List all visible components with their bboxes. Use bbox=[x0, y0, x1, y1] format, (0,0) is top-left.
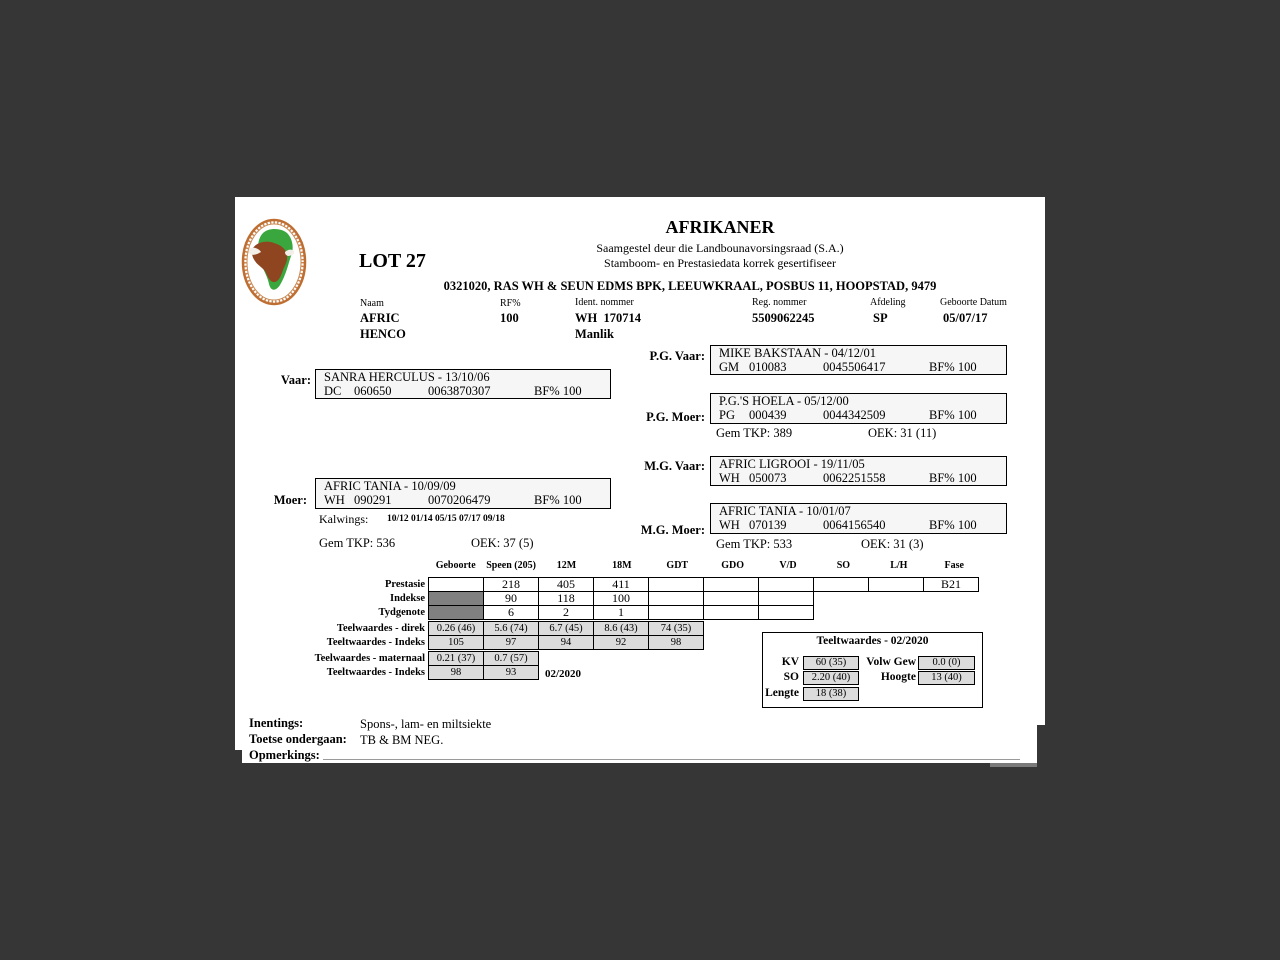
table-row-tw-direk bbox=[428, 621, 704, 636]
document-page bbox=[235, 197, 1045, 763]
table-cell: 411 bbox=[593, 577, 649, 592]
table-cell: 6.7 (45) bbox=[538, 621, 594, 636]
mg-vaar-label: M.G. Vaar: bbox=[644, 459, 705, 473]
table-cell bbox=[648, 605, 704, 620]
table-cell bbox=[428, 577, 484, 592]
vaar-reg-no: 0063870307 bbox=[428, 384, 491, 398]
mg-vaar-stud-no: 050073 bbox=[749, 471, 787, 485]
table-cell: 2 bbox=[538, 605, 594, 620]
table-row-tw-indeks1 bbox=[428, 635, 704, 650]
toetse-value: TB & BM NEG. bbox=[360, 733, 444, 747]
table-cell: 218 bbox=[483, 577, 539, 592]
table-cell: 90 bbox=[483, 591, 539, 606]
ident-value: WH 170714 bbox=[575, 311, 641, 325]
table-cell bbox=[868, 577, 924, 592]
pg-moer-label: P.G. Moer: bbox=[646, 410, 705, 424]
kalwings-label: Kalwings: bbox=[319, 512, 369, 526]
vaar-bf: BF% 100 bbox=[534, 384, 582, 398]
mg-moer-gem-tkp: Gem TKP: 533 bbox=[716, 537, 793, 551]
col-gdo: GDO bbox=[721, 560, 745, 571]
table-cell: 92 bbox=[593, 635, 649, 650]
pg-moer-reg-no: 0044342509 bbox=[823, 408, 886, 422]
table-cell bbox=[758, 577, 814, 592]
kalwings-dates: 10/12 01/14 05/15 07/17 09/18 bbox=[387, 514, 505, 524]
mg-vaar-prefix: WH bbox=[719, 471, 740, 485]
table-cell bbox=[813, 577, 869, 592]
breeder-address: 0321020, RAS WH & SEUN EDMS BPK, LEEUWKRAAL, POSBUS 11, HOOPSTAD, 9479 bbox=[443, 279, 937, 293]
moer-stud-no: 090291 bbox=[354, 493, 392, 507]
header-subtitle-1: Saamgestel deur die Landbounavorsingsraad (S.A.) bbox=[596, 241, 844, 255]
row-label-prestasie: Prestasie bbox=[384, 579, 425, 590]
vaar-name: SANRA HERCULUS - 13/10/06 bbox=[324, 370, 490, 384]
pg-vaar-prefix: GM bbox=[719, 360, 740, 374]
table-cell: 105 bbox=[428, 635, 484, 650]
pg-vaar-box bbox=[710, 345, 1007, 375]
table-row-tw-maternaal bbox=[428, 651, 539, 666]
table-cell: 93 bbox=[483, 665, 539, 680]
kv-value: 60 (35) bbox=[803, 656, 859, 670]
performance-table-header bbox=[428, 560, 982, 571]
table-cell bbox=[648, 591, 704, 606]
teelwaardes-box bbox=[762, 632, 983, 708]
breed-logo-icon bbox=[241, 218, 307, 306]
table-cell: 0.7 (57) bbox=[483, 651, 539, 666]
row-label-tw-direk: Teelwaardes - direk bbox=[336, 623, 425, 634]
vaar-stud-no: 060650 bbox=[354, 384, 392, 398]
moer-bf: BF% 100 bbox=[534, 493, 582, 507]
pg-vaar-stud-no: 010083 bbox=[749, 360, 787, 374]
moer-gem-tkp: Gem TKP: 536 bbox=[319, 536, 396, 550]
hoogte-value: 13 (40) bbox=[918, 671, 975, 685]
pg-moer-bf: BF% 100 bbox=[929, 408, 977, 422]
afdeling-label: Afdeling bbox=[870, 297, 906, 308]
mg-vaar-box bbox=[710, 456, 1007, 486]
teelwaardes-date-note: 02/2020 bbox=[545, 668, 582, 680]
mg-moer-bf: BF% 100 bbox=[929, 518, 977, 532]
so-value: 2.20 (40) bbox=[803, 671, 859, 685]
pg-vaar-reg-no: 0045506417 bbox=[823, 360, 886, 374]
hoogte-label: Hoogte bbox=[880, 671, 916, 683]
moer-box bbox=[315, 478, 611, 509]
pg-moer-oek: OEK: 31 (11) bbox=[868, 426, 937, 440]
col-geboorte: Geboorte bbox=[435, 560, 476, 571]
pg-moer-box bbox=[710, 393, 1007, 424]
mg-moer-oek: OEK: 31 (3) bbox=[861, 537, 924, 551]
pg-moer-prefix: PG bbox=[719, 408, 735, 422]
lengte-value: 18 (38) bbox=[803, 687, 859, 701]
scrollbar-fragment[interactable] bbox=[990, 763, 1037, 767]
col-lh: L/H bbox=[890, 560, 908, 571]
table-cell: 97 bbox=[483, 635, 539, 650]
lengte-label: Lengte bbox=[765, 687, 799, 699]
col-12m: 12M bbox=[556, 560, 577, 571]
mg-vaar-name: AFRIC LIGROOI - 19/11/05 bbox=[719, 457, 865, 471]
mg-moer-label: M.G. Moer: bbox=[640, 523, 705, 537]
col-so: SO bbox=[836, 560, 851, 571]
table-cell: 98 bbox=[648, 635, 704, 650]
table-cell: 8.6 (43) bbox=[593, 621, 649, 636]
opmerkings-rule-line bbox=[323, 759, 1020, 760]
row-label-tydgenote: Tydgenote bbox=[378, 607, 425, 618]
pg-moer-name: P.G.'S HOELA - 05/12/00 bbox=[719, 394, 849, 408]
col-speen: Speen (205) bbox=[486, 560, 536, 571]
geboorte-datum-label: Geboorte Datum bbox=[940, 297, 1007, 308]
sex-value: Manlik bbox=[575, 327, 614, 341]
table-cell: 74 (35) bbox=[648, 621, 704, 636]
moer-label: Moer: bbox=[273, 493, 307, 507]
row-label-indekse: Indekse bbox=[389, 593, 425, 604]
ident-label: Ident. nommer bbox=[575, 297, 634, 308]
vaar-box bbox=[315, 369, 611, 399]
table-cell: 405 bbox=[538, 577, 594, 592]
table-cell: 100 bbox=[593, 591, 649, 606]
opmerkings-label: Opmerkings: bbox=[249, 748, 320, 762]
reg-value: 5509062245 bbox=[752, 311, 815, 325]
volw-gew-label: Volw Gew bbox=[866, 656, 916, 668]
mg-moer-stud-no: 070139 bbox=[749, 518, 787, 532]
page-clip-bottom-left bbox=[235, 750, 242, 763]
inentings-label: Inentings: bbox=[249, 716, 304, 730]
teelwaardes-box-title: Teeltwaardes - 02/2020 bbox=[816, 635, 929, 647]
pg-moer-stud-no: 000439 bbox=[749, 408, 787, 422]
table-row-tydgenote bbox=[428, 605, 814, 620]
table-cell bbox=[758, 605, 814, 620]
animal-name-line2: HENCO bbox=[360, 327, 406, 341]
reg-label: Reg. nommer bbox=[752, 297, 807, 308]
col-gdt: GDT bbox=[666, 560, 689, 571]
volw-gew-value: 0.0 (0) bbox=[918, 656, 975, 670]
mg-vaar-reg-no: 0062251558 bbox=[823, 471, 886, 485]
pg-moer-gem-tkp: Gem TKP: 389 bbox=[716, 426, 793, 440]
pg-vaar-name: MIKE BAKSTAAN - 04/12/01 bbox=[719, 346, 876, 360]
table-cell: 6 bbox=[483, 605, 539, 620]
table-cell bbox=[703, 591, 759, 606]
table-cell bbox=[428, 591, 484, 606]
table-cell bbox=[703, 577, 759, 592]
table-cell bbox=[758, 591, 814, 606]
table-row-indekse bbox=[428, 591, 814, 606]
lot-number: LOT 27 bbox=[359, 250, 426, 272]
table-cell: 0.21 (37) bbox=[428, 651, 484, 666]
mg-vaar-bf: BF% 100 bbox=[929, 471, 977, 485]
moer-name: AFRIC TANIA - 10/09/09 bbox=[324, 479, 456, 493]
animal-name-line1: AFRIC bbox=[360, 311, 400, 325]
kv-label: KV bbox=[781, 656, 799, 668]
vaar-prefix: DC bbox=[324, 384, 342, 398]
table-cell bbox=[703, 605, 759, 620]
so-label: SO bbox=[783, 671, 799, 683]
col-vd: V/D bbox=[779, 560, 797, 571]
row-label-tw-indeks1: Teeltwaardes - Indeks bbox=[326, 637, 425, 648]
inentings-value: Spons-, lam- en miltsiekte bbox=[360, 717, 492, 731]
vaar-label: Vaar: bbox=[280, 373, 311, 387]
row-label-tw-maternaal: Teelwaardes - maternaal bbox=[314, 653, 425, 664]
pg-vaar-label: P.G. Vaar: bbox=[649, 349, 705, 363]
moer-prefix: WH bbox=[324, 493, 345, 507]
col-18m: 18M bbox=[612, 560, 632, 571]
toetse-label: Toetse ondergaan: bbox=[249, 732, 347, 746]
table-row-prestasie bbox=[428, 577, 979, 592]
moer-reg-no: 0070206479 bbox=[428, 493, 491, 507]
naam-label: Naam bbox=[360, 298, 384, 309]
mg-moer-name: AFRIC TANIA - 10/01/07 bbox=[719, 504, 851, 518]
breed-title: AFRIKANER bbox=[665, 217, 775, 237]
header-subtitle-2: Stamboom- en Prestasiedata korrek gesertifiseer bbox=[604, 256, 836, 270]
table-cell: 118 bbox=[538, 591, 594, 606]
mg-moer-reg-no: 0064156540 bbox=[823, 518, 886, 532]
table-row-tw-indeks2 bbox=[428, 665, 539, 680]
rf-label: RF% bbox=[500, 298, 521, 309]
mg-moer-prefix: WH bbox=[719, 518, 740, 532]
col-fase: Fase bbox=[944, 560, 964, 571]
rf-value: 100 bbox=[500, 311, 519, 325]
afdeling-value: SP bbox=[873, 311, 888, 325]
table-cell bbox=[428, 605, 484, 620]
table-cell: 98 bbox=[428, 665, 484, 680]
table-cell: 1 bbox=[593, 605, 649, 620]
pg-vaar-bf: BF% 100 bbox=[929, 360, 977, 374]
row-label-tw-indeks2: Teeltwaardes - Indeks bbox=[326, 667, 425, 678]
table-cell: 5.6 (74) bbox=[483, 621, 539, 636]
mg-moer-box bbox=[710, 503, 1007, 534]
geboorte-datum-value: 05/07/17 bbox=[943, 311, 988, 325]
table-cell: 0.26 (46) bbox=[428, 621, 484, 636]
moer-oek: OEK: 37 (5) bbox=[471, 536, 534, 550]
table-cell: 94 bbox=[538, 635, 594, 650]
page-clip-bottom-right bbox=[1037, 725, 1045, 763]
table-cell: B21 bbox=[923, 577, 979, 592]
table-cell bbox=[648, 577, 704, 592]
